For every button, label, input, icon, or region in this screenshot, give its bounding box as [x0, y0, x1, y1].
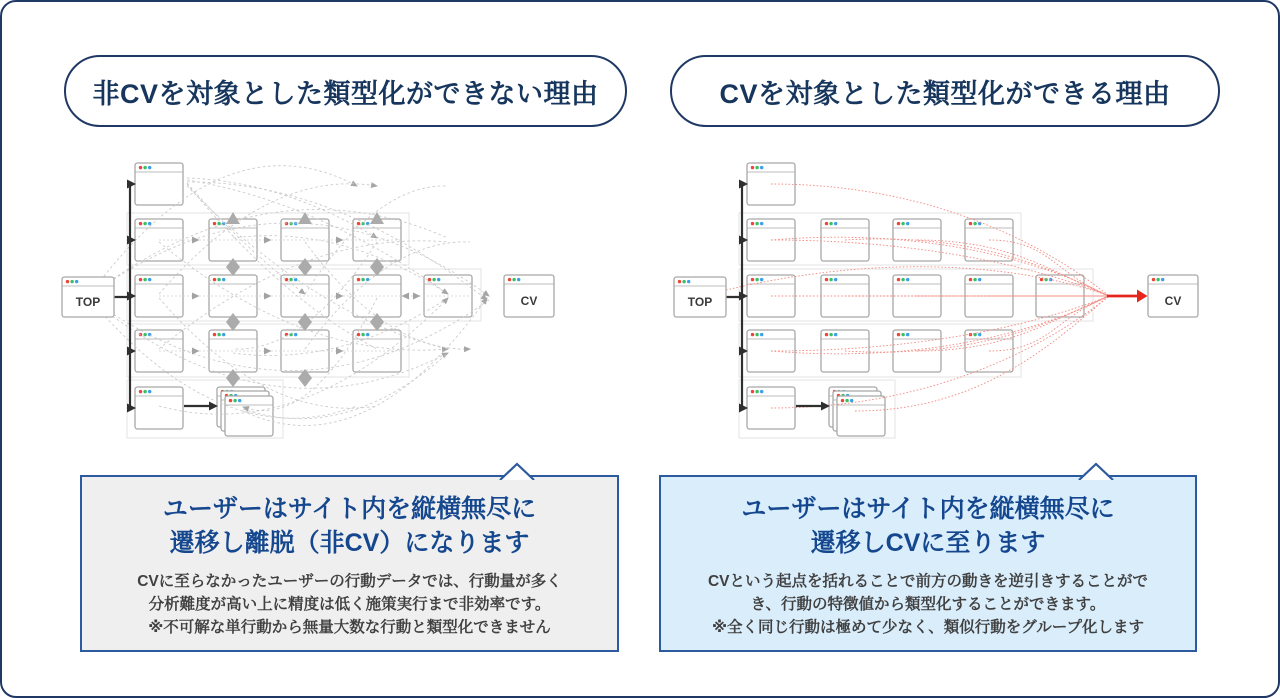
body-line: CVという起点を括れることで前方の動きを逆引きすることがで	[707, 573, 1149, 590]
headline-line: 遷移しCVに至ります	[810, 529, 1046, 557]
svg-text:TOP: TOP	[75, 295, 101, 309]
panel-title-cv	[670, 55, 1220, 127]
svg-text:CV: CV	[1164, 294, 1182, 308]
speech-notch-icon	[1078, 462, 1114, 480]
browser-window	[135, 387, 183, 429]
body-line: き、行動の特徴値から類型化することができます。	[750, 596, 1106, 613]
headline-line: 遷移し離脱（非CV）になります	[169, 529, 530, 557]
body-line: CVに至らなかったユーザーの行動データでは、行動量が多く	[137, 573, 562, 590]
cv-node	[504, 275, 554, 317]
transition-diagram-cv	[669, 150, 1229, 462]
top-node	[62, 277, 114, 317]
panel-title-text: CVを対象とした類型化ができる理由	[719, 78, 1171, 109]
body-line: ※全く同じ行動は極めて少なく、類似行動をグループ化します	[711, 619, 1145, 636]
page-stack	[829, 387, 885, 436]
browser-window	[837, 396, 885, 436]
callout-body	[82, 570, 617, 639]
headline-line: ユーザーはサイト内を縦横無尽に	[741, 495, 1115, 523]
callout-headline	[661, 492, 1195, 560]
callout-non-cv	[80, 475, 619, 652]
top-node	[674, 277, 726, 317]
callout-body	[661, 570, 1195, 639]
svg-text:CV: CV	[520, 294, 538, 308]
browser-window	[135, 163, 183, 205]
cv-node	[1148, 275, 1198, 317]
panel-title-text: 非CVを対象とした類型化ができない理由	[92, 78, 599, 109]
transition-diagram-non-cv	[57, 150, 617, 462]
callout-headline	[82, 492, 617, 560]
svg-text:TOP: TOP	[687, 295, 713, 309]
callout-cv	[659, 475, 1197, 652]
body-line: 分析難度が高い上に精度は低く施策実行まで非効率です。	[148, 596, 551, 613]
headline-line: ユーザーはサイト内を縦横無尽に	[162, 495, 537, 523]
panel-title-non-cv	[64, 55, 627, 127]
body-line: ※不可解な単行動から無量大数な行動と類型化できません	[148, 619, 551, 636]
speech-notch-icon	[499, 462, 535, 480]
